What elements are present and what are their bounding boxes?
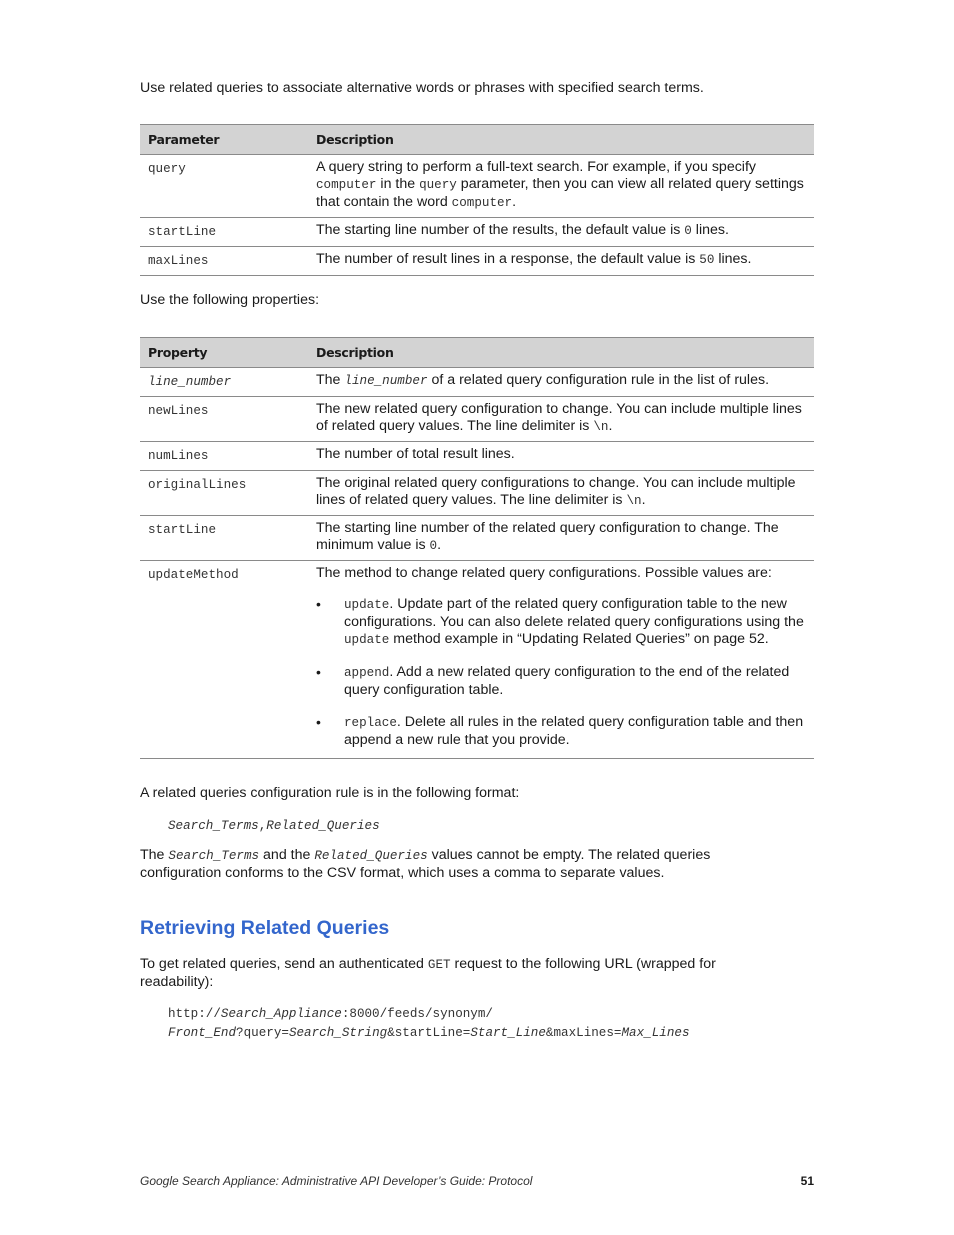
format-code: Search_Terms,Related_Queries: [168, 819, 380, 833]
url-code-block: [140, 1004, 814, 1042]
property-description: The new related query configuration to change. You can include multiple lines of related query values. The line delimiter is \n.: [308, 397, 814, 442]
section-heading: Retrieving Related Queries: [140, 917, 390, 939]
format-note: The Search_Terms and the Related_Queries values cannot be empty. The related queries configuration conforms to the CSV format, which uses a comma to separate values.: [140, 847, 711, 881]
table-row: [140, 561, 814, 759]
column-header: Description: [308, 125, 814, 155]
table-row: [140, 218, 814, 247]
property-name: line_number: [148, 375, 232, 389]
property-description: The original related query configurations to change. You can include multiple lines of related query values. The line delimiter is \n.: [308, 471, 814, 516]
url-line-1: http://Search_Appliance:8000/feeds/synonym/: [168, 1007, 493, 1021]
property-description: The starting line number of the related query configuration to change. The minimum value is 0.: [308, 516, 814, 561]
properties-intro: Use the following properties:: [140, 292, 320, 308]
page-number: 51: [800, 1174, 814, 1188]
column-header: Parameter: [140, 125, 308, 155]
property-description: The number of total result lines.: [308, 442, 814, 471]
section-paragraph: To get related queries, send an authenticated GET request to the following URL (wrapped for readability):: [140, 956, 716, 990]
table-row: [140, 516, 814, 561]
parameters-table: [140, 124, 814, 276]
column-header: Property: [140, 338, 308, 368]
table-row: [140, 397, 814, 442]
property-name: originalLines: [148, 478, 247, 492]
table-row: [140, 155, 814, 218]
property-name: startLine: [148, 523, 217, 537]
param-description: A query string to perform a full-text search. For example, if you specify computer in the query parameter, then you can view all related query settings that contain the word computer.: [308, 155, 814, 218]
property-description: The method to change related query configurations. Possible values are: • update. Update part of the related query configuration table to the new configurations. You can also delete related query configurations using the update method example in “Updating Related Queries” on page 52. • append. Add a new related query configuration to the end of the related query configuration table. • replace. Delete all rules in the related query configuration table and then append a new rule that you provide.: [308, 561, 814, 759]
property-name: newLines: [148, 404, 209, 418]
table-row: [140, 442, 814, 471]
page-footer: [140, 1174, 814, 1188]
format-intro: A related queries configuration rule is in the following format:: [140, 785, 520, 801]
table-row: [140, 247, 814, 276]
url-line-2: Front_End?query=Search_String&startLine=Start_Line&maxLines=Max_Lines: [168, 1026, 690, 1040]
param-description: The starting line number of the results, the default value is 0 lines.: [308, 218, 814, 247]
table-header-row: [140, 338, 814, 368]
bullet-icon: •: [316, 714, 321, 730]
param-name: startLine: [148, 225, 217, 239]
property-name: updateMethod: [148, 568, 239, 582]
table-row: [140, 471, 814, 516]
list-item: • append. Add a new related query configuration to the end of the related query configuration table.: [316, 664, 790, 698]
column-header: Description: [308, 338, 814, 368]
list-item: • replace. Delete all rules in the related query configuration table and then append a new rule that you provide.: [316, 714, 804, 748]
param-name: query: [148, 162, 186, 176]
param-name: maxLines: [148, 254, 209, 268]
footer-title: Google Search Appliance: Administrative API Developer’s Guide: Protocol: [140, 1174, 533, 1188]
table-header-row: [140, 125, 814, 155]
bullet-icon: •: [316, 596, 321, 612]
list-item: • update. Update part of the related query configuration table to the new configurations. You can also delete related query configurations using the update method example in “Updating Related Queries” on page 52.: [316, 596, 804, 647]
properties-table: [140, 337, 814, 759]
bullet-icon: •: [316, 664, 321, 680]
property-description: The line_number of a related query configuration rule in the list of rules.: [308, 368, 814, 397]
property-name: numLines: [148, 449, 209, 463]
param-description: The number of result lines in a response, the default value is 50 lines.: [308, 247, 814, 276]
method-list: [316, 596, 806, 749]
table-row: [140, 368, 814, 397]
intro-paragraph: Use related queries to associate alternative words or phrases with specified search terms.: [140, 80, 704, 96]
